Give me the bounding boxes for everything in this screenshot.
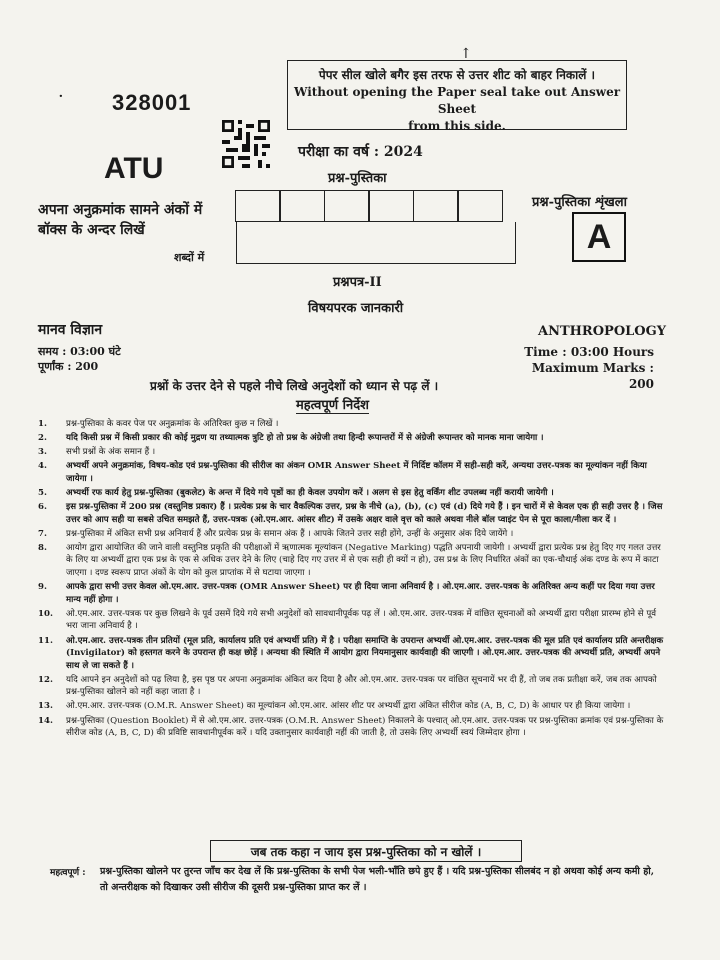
roll-digit-box[interactable]: [324, 190, 370, 222]
instruction-text: अभ्यर्थी अपने अनुक्रमांक, विषय-कोड एवं प्रश्न-पुस्तिका की सीरीज का अंकन OMR Answer Sheet में निर्दिष्ट कॉलम में सही-सही करें, अन्यथा उत्तर-पत्रक का मूल्यांकन नहीं किया जायेगा ।: [66, 461, 647, 484]
instruction-number: 14.: [38, 715, 53, 726]
instruction-text: यदि आपने इन अनुदेशों को पढ़ लिया है, इस पृष्ठ पर अपना अनुक्रमांक अंकित कर दिया है और ओ.एम.आर. उत्तर-पत्रक पर वांछित सूचनायें भर दी हैं, तो जब तक प्रतीक्षा करें, जब तक आपको प्रश्न-पुस्तिका खोलने को नहीं कहा जाता है ।: [66, 674, 657, 698]
instruction-text: अभ्यर्थी रफ कार्य हेतु प्रश्न-पुस्तिका (बुकलेट) के अन्त में दिये गये पृष्ठों का ही केवल उपयोग करें । अलग से इस हेतु वर्किंग शीट उपलब्ध नहीं करायी जायेगी ।: [66, 487, 554, 498]
booklet-serial-number: 328001: [112, 90, 192, 115]
roll-number-label: [38, 200, 202, 240]
instruction-number: 8.: [38, 542, 47, 553]
instruction-item: [38, 608, 668, 633]
instruction-item: [38, 446, 668, 459]
instruction-item: [38, 487, 668, 500]
instruction-item: [38, 635, 668, 673]
roll-number-boxes[interactable]: [236, 190, 503, 222]
instruction-number: 5.: [38, 487, 47, 498]
instruction-item: [38, 528, 668, 541]
instruction-item: [38, 674, 668, 699]
instruction-text: ओ.एम.आर. उत्तर-पत्रक पर कुछ लिखने के पूर्व उसमें दिये गये सभी अनुदेशों को सावधानीपूर्वक पढ़ लें । ओ.एम.आर. उत्तर-पत्रक में वांछित सूचनाओं को अभ्यर्थी द्वारा परीक्षा प्रारम्भ होने से पूर्व भरा जाना अनिवार्य है ।: [66, 608, 656, 632]
instruction-text: ओ.एम.आर. उत्तर-पत्रक तीन प्रतियों (मूल प्रति, कार्यालय प्रति एवं अभ्यर्थी प्रति) में है । परीक्षा समाप्ति के उपरान्त अभ्यर्थी ओ.एम.आर. उत्तर-पत्रक की मूल प्रति एवं कार्यालय प्रति अन्तरीक्षक (Invigilator) को हस्तगत करने के उपरान्त ही कक्ष छोड़ें । अन्यथा की स्थिति में आयोग द्वारा नियमानुसार कार्यवाही की जाएगी । ओ.एम.आर. उत्तर-पत्रक की अभ्यर्थी प्रति, अभ्यर्थी अपने साथ ले जा सकते हैं ।: [66, 635, 664, 671]
instruction-number: 10.: [38, 608, 53, 619]
stray-mark: ·: [58, 86, 64, 107]
instruction-number: 2.: [38, 433, 47, 444]
instruction-number: 11.: [38, 635, 53, 646]
subject-english: ANTHROPOLOGY: [538, 324, 667, 339]
instruction-text: प्रश्न-पुस्तिका में अंकित सभी प्रश्न अनिवार्य हैं और प्रत्येक प्रश्न के समान अंक हैं । आपके जितने उत्तर सही होंगे, उन्हीं के अनुसार अंक दिये जायेंगे ।: [66, 528, 514, 539]
instruction-text: प्रश्न-पुस्तिका के कवर पेज पर अनुक्रमांक के अतिरिक्त कुछ न लिखें ।: [66, 419, 279, 429]
instruction-number: 4.: [38, 461, 47, 472]
time-english: Time : 03:00 Hours: [524, 345, 654, 359]
marks-hindi: पूर्णांक : 200: [38, 360, 99, 373]
instruction-item: [38, 700, 668, 713]
instruction-number: 7.: [38, 528, 47, 539]
instruction-item: [38, 542, 668, 580]
roll-in-words-box[interactable]: [236, 222, 516, 264]
exam-code: ATU: [104, 152, 164, 185]
roll-in-words-label: शब्दों में: [174, 251, 205, 264]
roll-digit-box[interactable]: [413, 190, 459, 222]
time-marks-hindi: [38, 344, 121, 374]
roll-digit-box[interactable]: [235, 190, 281, 222]
instruction-text: प्रश्न-पुस्तिका (Question Booklet) में से ओ.एम.आर. उत्तर-पत्रक (O.M.R. Answer Sheet) निकालने के पश्चात् ओ.एम.आर. उत्तर-पत्रक पर प्रश्न-पुस्तिका क्रमांक एवं प्रश्न-पुस्तिका के सीरीज कोड (A, B, C, D) की प्रविष्टि सावधानीपूर्वक करें । यदि उक्तानुसार कार्यवाही नहीं की जाती है, तो उसके लिए अभ्यर्थी स्वयं जिम्मेदार होगा ।: [66, 715, 664, 739]
subject-category: विषयपरक जानकारी: [308, 301, 404, 316]
seal-notice-english-line1: Without opening the Paper seal take out Answer Sheet: [293, 85, 621, 116]
important-label: महत्वपूर्ण :: [50, 868, 86, 878]
series-code: A: [572, 212, 626, 262]
marks-english: Maximum Marks : 200: [531, 361, 654, 391]
instructions-heading: महत्वपूर्ण निर्देश: [296, 395, 369, 414]
instruction-text: यदि किसी प्रश्न में किसी प्रकार की कोई मुद्रण या तथ्यात्मक त्रुटि हो तो प्रश्न के अंग्रेजी तथा हिन्दी रूपान्तरों में से अंग्रेजी रूपान्तर को मानक माना जायेगा ।: [66, 433, 544, 444]
paper-number: प्रश्नपत्र-II: [333, 275, 382, 290]
instruction-item: [38, 501, 668, 526]
instruction-text: ओ.एम.आर. उत्तर-पत्रक (O.M.R. Answer Sheet) का मूल्यांकन ओ.एम.आर. आंसर शीट पर अभ्यर्थी द्वारा अंकित सीरीज कोड (A, B, C, D) के आधार पर ही किया जायेगा ।: [66, 701, 631, 712]
seal-notice-box: [287, 60, 627, 133]
instruction-number: 6.: [38, 502, 47, 513]
instruction-item: [38, 432, 668, 445]
instruction-number: 1.: [38, 419, 47, 429]
instruction-item: [38, 581, 668, 606]
exam-year: परीक्षा का वर्ष : 2024: [298, 144, 423, 160]
instruction-number: 3.: [38, 447, 47, 458]
instruction-item: [38, 715, 668, 740]
do-not-open-warning: जब तक कहा न जाय इस प्रश्न-पुस्तिका को न खोलें ।: [210, 840, 522, 862]
seal-notice-hindi: पेपर सील खोले बगैर इस तरफ से उत्तर शीट को बाहर निकालें ।: [318, 68, 596, 82]
intro-line: प्रश्नों के उत्तर देने से पहले नीचे लिखे अनुदेशों को ध्यान से पढ़ लें ।: [150, 379, 439, 393]
roll-label-line2: बॉक्स के अन्दर लिखें: [38, 222, 145, 238]
instruction-text: आयोग द्वारा आयोजित की जाने वाली वस्तुनिष्ठ प्रकृति की परीक्षाओं में ऋणात्मक मूल्यांकन (Negative Marking) पद्धति अपनायी जायेगी । अभ्यर्थी द्वारा प्रत्येक प्रश्न हेतु दिए गए गलत उत्तर के लिए या अभ्यर्थी द्वारा एक प्रश्न के एक से अधिक उत्तर देने के लिए (चाहे दिए गए उत्तर में से एक सही ही क्यों न हो), उस प्रश्न के लिए निर्धारित अंकों का एक-चौथाई अंक दण्ड के रूप में काटा जाएगा । दण्ड स्वरूप प्राप्त अंकों के योग को कुल प्राप्तांक में से घटाया जाएगा ।: [66, 542, 661, 579]
qr-code-icon: [222, 120, 270, 168]
time-marks-english: [522, 344, 654, 392]
seal-notice-english-line2: from this side.: [408, 119, 506, 133]
roll-digit-box[interactable]: [457, 190, 503, 222]
roll-digit-box[interactable]: [368, 190, 414, 222]
series-label: प्रश्न-पुस्तिका शृंखला: [532, 195, 627, 210]
instructions-list: [38, 418, 668, 741]
instruction-item: [38, 460, 668, 485]
important-note: प्रश्न-पुस्तिका खोलने पर तुरन्त जाँच कर देख लें कि प्रश्न-पुस्तिका के सभी पेज भली-भाँति छपे हुए हैं । यदि प्रश्न-पुस्तिका सीलबंद न हो अथवा कोई अन्य कमी हो, तो अन्तरीक्षक को दिखाकर उसी सीरीज की दूसरी प्रश्न-पुस्तिका प्राप्त कर लें ।: [100, 866, 655, 893]
instruction-text: इस प्रश्न-पुस्तिका में 200 प्रश्न (वस्तुनिष्ठ प्रकार) हैं । प्रत्येक प्रश्न के चार वैकल्पिक उत्तर, प्रश्न के नीचे (a), (b), (c) एवं (d) दिये गये हैं । इन चारों में से केवल एक ही सही उत्तर है । जिस उत्तर को आप सही या सबसे उचित समझते हैं, उत्तर-पत्रक (ओ.एम.आर. आंसर शीट) में उसके अक्षर वाले वृत्त को काले अथवा नीले बॉल प्वाइंट पेन से पूरा काला/नीला कर दें ।: [66, 502, 663, 525]
instruction-number: 13.: [38, 701, 53, 712]
booklet-label: प्रश्न-पुस्तिका: [328, 171, 387, 186]
instruction-item: [38, 418, 668, 431]
instruction-text: आपके द्वारा सभी उत्तर केवल ओ.एम.आर. उत्तर-पत्रक (OMR Answer Sheet) पर ही दिया जाना अनिवार्य है । ओ.एम.आर. उत्तर-पत्रक के अतिरिक्त अन्य कहीं पर दिया गया उत्तर मान्य नहीं होगा ।: [66, 582, 655, 605]
time-hindi: समय : 03:00 घंटे: [38, 345, 121, 358]
roll-label-line1: अपना अनुक्रमांक सामने अंकों में: [38, 202, 203, 218]
instruction-number: 9.: [38, 582, 47, 593]
instruction-number: 12.: [38, 674, 53, 685]
roll-digit-box[interactable]: [279, 190, 325, 222]
instruction-text: सभी प्रश्नों के अंक समान हैं ।: [66, 447, 156, 458]
subject-hindi: मानव विज्ञान: [38, 322, 103, 338]
up-arrow-icon: ↑: [460, 46, 472, 62]
